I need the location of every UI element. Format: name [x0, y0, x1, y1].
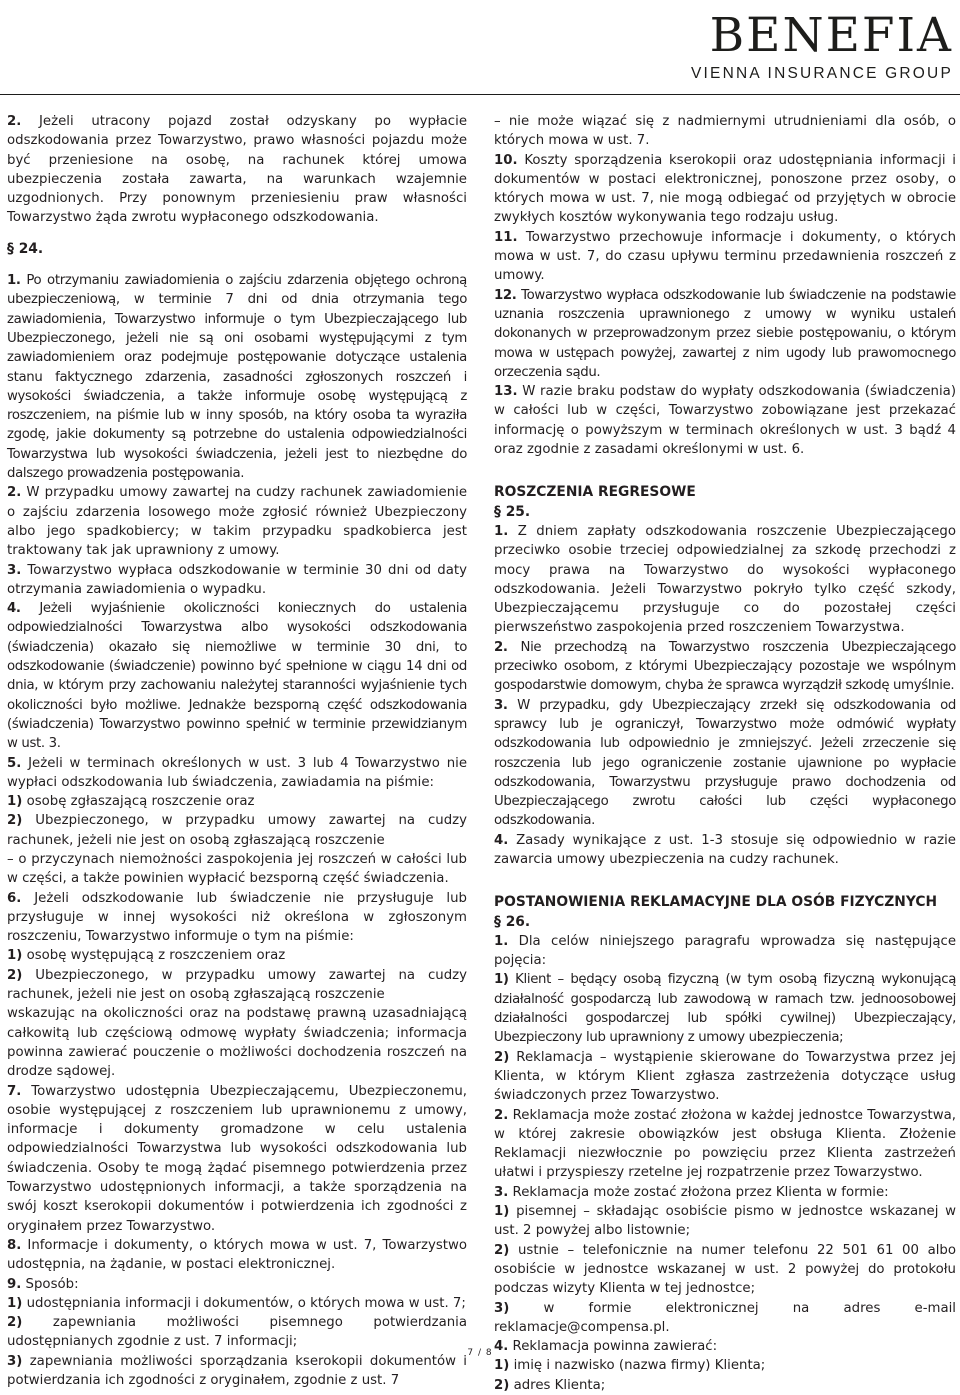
heading-roszczenia-regresowe: ROSZCZENIA REGRESOWE	[494, 484, 696, 501]
paragraph-24-3: 3. Towarzystwo wypłaca odszkodowanie w terminie 30 dni od daty otrzymania zawiadomienia o wypadku.	[7, 562, 467, 597]
paragraph-25-1: 1. Z dniem zapłaty odszkodowania roszczenie Ubezpieczającego przeciwko osobie trzeciej odpowiedzialnej za szkodę przechodzi z mocy prawa na Towarzystwo do wysokości wypłaconego odszkodowania. Jeżeli Towarzystwo pokryło tylko część szkody, Ubezpieczającemu przysługuje co do pozostałej części pierwszeństwo zaspokojenia przed roszczeniem Towarzystwa.	[494, 523, 956, 636]
list-item-24-6-1: 1) osobę występującą z roszczeniem oraz	[7, 948, 286, 964]
brand-name: BENEFIA	[709, 8, 953, 63]
paragraph-24-9: 9. Sposób:	[7, 1276, 79, 1292]
brand-subtitle: VIENNA INSURANCE GROUP	[691, 65, 953, 82]
paragraph-25-4: 4. Zasady wynikające z ust. 1-3 stosuje się odpowiednio w razie zawarcia umowy ubezpieczenia na cudzy rachunek.	[494, 832, 956, 867]
heading-postanowienia-reklamacyjne: POSTANOWIENIA REKLAMACYJNE DLA OSÓB FIZYCZNYCH	[494, 894, 937, 911]
list-item-24-5-1: 1) osobę zgłaszającą roszczenie oraz	[7, 794, 255, 810]
paragraph-24-4: 4. Jeżeli wyjaśnienie okoliczności koniecznych do ustalenia odpowiedzialności Towarzystwa albo wysokości odszkodowania (świadczenia) okazało się niemożliwe w terminie 30 dni, to odszkodowanie (świadczenie) powinno być spełnione w ciągu 14 dni od dnia, w którym przy zachowaniu należytej staranności wyjaśnienie tych okoliczności było możliwe. Jednakże bezsporną część odszkodowania (świadczenia) Towarzystwo powinno spełnić w terminie przewidzianym w ust. 3.	[7, 601, 467, 752]
list-item-24-6-2: 2) Ubezpieczonego, w przypadku umowy zawartej na cudzy rachunek, jeżeli nie jest on osobą zgłaszającą roszczenie	[7, 967, 467, 1003]
paragraph-26-1: 1. Dla celów niniejszego paragrafu wprowadza się następujące pojęcia:	[494, 933, 956, 969]
list-item-26-3-2: 2) ustnie – telefonicznie na numer telefonu 22 501 61 00 albo osobiście w jednostce wskazanej w ust. 2 powyżej do protokołu podczas wizyty Klienta w tej jednostce;	[494, 1242, 956, 1297]
paragraph-24-5-tail: – o przyczynach niemożności zaspokojenia jej roszczeń w całości lub w części, a także powinien wypłacić bezsporną część świadczenia.	[7, 851, 467, 887]
paragraph-25-3: 3. W przypadku, gdy Ubezpieczający zrzekł się odszkodowania od sprawcy lub je ograniczył, Towarzystwo może odmówić wypłaty odszkodowania lub odpowiednio je zmniejszyć. Jeżeli zrzeczenie się roszczenia lub jego ograniczenie zostanie ujawnione po wypłacie odszkodowania, Towarzystwu przysługuje prawo dochodzenia od Ubezpieczającego zwrotu całości lub części wypłaconego odszkodowania.	[494, 697, 956, 829]
section-24-heading: § 24.	[7, 240, 44, 257]
list-item-26-4-2: 2) adres Klienta;	[494, 1377, 606, 1393]
paragraph-23-2: 2. Jeżeli utracony pojazd został odzyskany po wypłacie odszkodowania przez Towarzystwo, prawo własności pojazdu może być przeniesione na osobę, na rachunek której umowa ubezpieczenia została zawarta, na warunkach wzajemnie uzgodnionych. Przy ponownym przeniesieniu praw własności Towarzystwo żąda zwrotu wypłaconego odszkodowania.	[7, 114, 467, 226]
paragraph-26-2: 2. Reklamacja może zostać złożona w każdej jednostce Towarzystwa, w której zakresie obowiązków jest obsługa Klienta. Złożenie Reklamacji niezwłocznie po powzięciu przez Klienta zastrzeżeń ułatwi i przyspieszy rzetelne jej rozpatrzenie przez Towarzystwo.	[494, 1107, 956, 1181]
paragraph-24-8: 8. Informacje i dokumenty, o których mowa w ust. 7, Towarzystwo udostępnia, na żądanie, w postaci elektronicznej.	[7, 1237, 467, 1273]
paragraph-24-2: 2. W przypadku umowy zawartej na cudzy rachunek zawiadomienie o zajściu zdarzenia losowego może zgłosić również Ubezpieczony albo jego spadkobiercy; w takim przypadku spadkobierca jest traktowany tak jak uprawniony z umowy.	[7, 485, 467, 559]
header-rule	[0, 94, 960, 95]
paragraph-24-5: 5. Jeżeli w terminach określonych w ust. 3 lub 4 Towarzystwo nie wypłaci odszkodowania lub świadczenia, zawiadamia na piśmie:	[7, 755, 467, 790]
left-column	[7, 112, 467, 1390]
benefia-logo	[691, 8, 953, 83]
right-column	[494, 112, 956, 1395]
list-item-26-1-2: 2) Reklamacja – wystąpienie skierowane do Towarzystwa przez jej Klienta, w którym Klient zgłasza zastrzeżenia dotyczące usług świadczonych przez Towarzystwo.	[494, 1049, 956, 1104]
paragraph-24-6-tail: wskazując na okoliczności oraz na podstawę prawną uzasadniającą całkowitą lub częściową odmowę wypłaty świadczenia; informacja powinna zawierać pouczenie o możliwości dochodzenia roszczeń na drodze sądowej.	[7, 1006, 467, 1080]
paragraph-24-6: 6. Jeżeli odszkodowanie lub świadczenie nie przysługuje lub przysługuje w innej wysokości niż określona w zgłoszonym roszczeniu, Towarzystwo informuje o tym na piśmie:	[7, 890, 467, 945]
paragraph-25-2: 2. Nie przechodzą na Towarzystwo roszczenia Ubezpieczającego przeciwko osobom, z którymi Ubezpieczający pozostaje we wspólnym gospodarstwie domowym, chyba że sprawca wyrządził szkodę umyślnie.	[494, 639, 956, 694]
list-item-26-3-3: 3) w formie elektronicznej na adres e-mail reklamacje@compensa.pl.	[494, 1300, 956, 1335]
list-item-24-9-2: 2) zapewniania możliwości pisemnego potwierdzania udostępnianych zgodnie z ust. 7 informacji;	[7, 1315, 467, 1350]
paragraph-26-4: 4. Reklamacja powinna zawierać:	[494, 1339, 718, 1355]
paragraph-26-3: 3. Reklamacja może zostać złożona przez Klienta w formie:	[494, 1184, 889, 1200]
paragraph-24-13: 13. W razie braku podstaw do wypłaty odszkodowania (świadczenia) w całości lub w części, Towarzystwo zobowiązane jest przekazać informację o powyższym w terminach określonych w ust. 3 bądź 4 oraz zgodnie z zasadami określonymi w ust. 6.	[494, 384, 957, 458]
paragraph-24-9-tail: – nie może wiązać się z nadmiernymi utrudnieniami dla osób, o których mowa w ust. 7.	[494, 114, 956, 149]
paragraph-24-1: 1. Po otrzymaniu zawiadomienia o zajściu zdarzenia objętego ochroną ubezpieczeniową, w terminie 7 dni od dnia otrzymania tego zawiadomienia, Towarzystwo informuje o tym Ubezpieczającego lub Ubezpieczonego, jeżeli nie są oni osobami występującymi z tym zawiadomieniem oraz podejmuje postępowanie dotyczące ustalenia stanu faktycznego zdarzenia, zasadności zgłoszonych roszczeń i wysokości świadczenia, a także informuje osobę występującą z roszczeniem, na piśmie lub w inny sposób, na który osoba ta wyraziła zgodę, jakie dokumenty są potrzebne do ustalenia odpowiedzialności Towarzystwa lub wysokości świadczenia, jeżeli jest to niezbędne do dalszego prowadzenia postępowania.	[7, 273, 467, 482]
section-25-heading: § 25.	[494, 503, 531, 520]
paragraph-24-11: 11. Towarzystwo przechowuje informacje i dokumenty, o których mowa w ust. 7, do czasu upływu terminu przedawnienia roszczeń z umowy.	[494, 229, 956, 284]
paragraph-24-10: 10. Koszty sporządzenia kserokopii oraz udostępniania informacji i dokumentów w postaci elektronicznej, ponoszone przez osoby, o których mowa w ust. 7, nie mogą odbiegać od przyjętych w obrocie zwykłych kosztów wykonywania tego rodzaju usług.	[494, 152, 956, 226]
section-26-heading: § 26.	[494, 913, 531, 930]
page-number: 7 / 8	[467, 1348, 493, 1358]
list-item-26-1-1: 1) Klient – będący osobą fizyczną (w tym osobą fizyczną wykonującą działalność gospodarczą lub zawodową w ramach tzw. jednoosobowej działalności gospodarczej lub spółki cywilnej) Ubezpieczający, Ubezpieczony lub uprawniony z umowy ubezpieczenia;	[494, 972, 956, 1046]
list-item-24-9-3: 3) zapewniania możliwości sporządzania kserokopii dokumentów i potwierdzania ich zgodności z oryginałem, zgodnie z ust. 7	[7, 1353, 468, 1388]
list-item-26-3-1: 1) pisemnej – składając osobiście pismo w jednostce wskazanej w ust. 2 powyżej albo listownie;	[494, 1204, 956, 1239]
list-item-24-5-2: 2) Ubezpieczonego, w przypadku umowy zawartej na cudzy rachunek, jeżeli nie jest on osobą zgłaszającą roszczenie	[7, 813, 467, 848]
list-item-24-9-1: 1) udostępniania informacji i dokumentów, o których mowa w ust. 7;	[7, 1295, 466, 1311]
paragraph-24-12: 12. Towarzystwo wypłaca odszkodowanie lub świadczenie na podstawie uznania roszczenia uprawnionego z umowy w wyniku ustaleń dokonanych w przeprowadzonym przez siebie postępowaniu, o którym mowa w ustępach powyżej, zawartej z nim ugody lub prawomocnego orzeczenia sądu.	[494, 287, 956, 380]
list-item-26-4-1: 1) imię i nazwisko (nazwa firmy) Klienta;	[494, 1358, 766, 1374]
paragraph-24-7: 7. Towarzystwo udostępnia Ubezpieczającemu, Ubezpieczonemu, osobie występującej z roszczeniem lub uprawnionemu z umowy, informacje i dokumenty gromadzone w celu ustalenia odpowiedzialności Towarzystwa lub wysokości odszkodowania lub świadczenia. Osoby te mogą żądać pisemnego potwierdzenia przez Towarzystwo udostępnionych informacji, a także sporządzenia na swój koszt kserokopii dokumentów i potwierdzenia ich zgodności z oryginałem przez Towarzystwo.	[7, 1083, 467, 1234]
